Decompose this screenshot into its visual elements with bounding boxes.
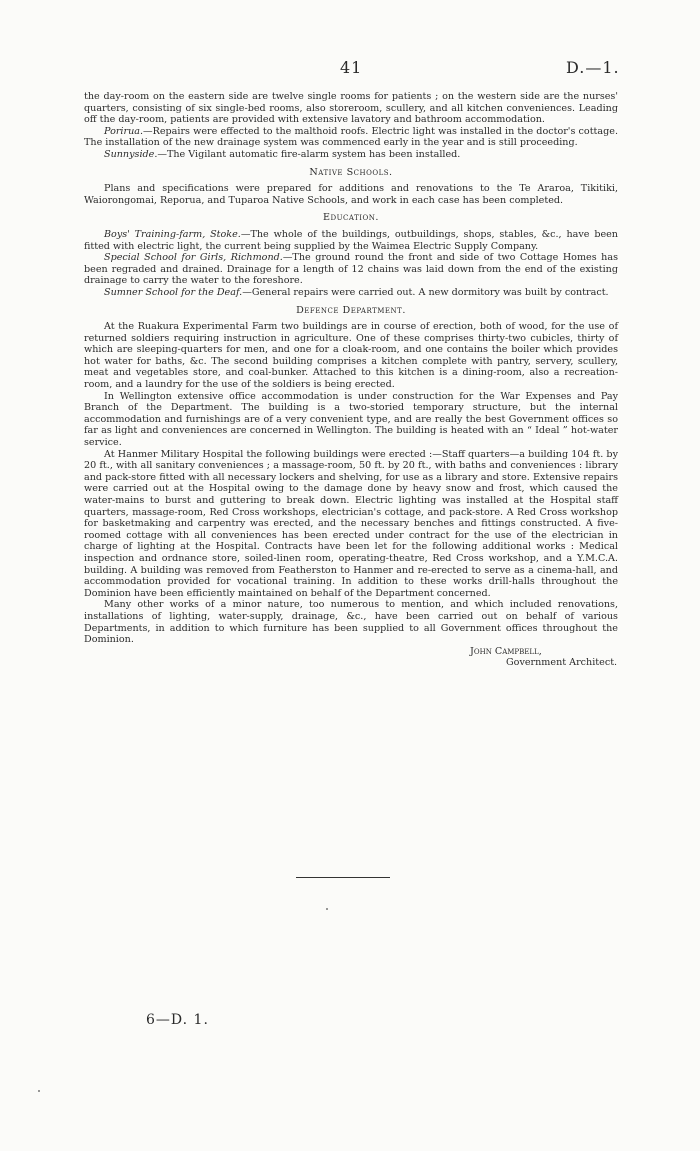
paragraph: At the Ruakura Experimental Farm two buildings are in course of erection, both of wood, for the use of returned soldiers requiring instruction in agriculture. One of these comprises thirty-two cubicles, thirty of which are sleeping-quarters for men, and one for a cloak-room, and one contains the boiler which provides hot water for baths, &c. The second building comprises a kitchen complete with pantry, servery, scullery, meat and vegetables store, and coal-bunker. Attached to this kitchen is a dining-room, also a recreation-room, and a laundry for the use of the soldiers is being erected.: [84, 321, 618, 391]
body-text: [84, 91, 618, 669]
paragraph: Sumner School for the Deaf.—General repairs were carried out. A new dormitory was built by contract.: [104, 286, 609, 298]
paragraph-lead: Porirua.: [104, 125, 144, 137]
print-speck: [326, 908, 328, 910]
page-number: 41: [340, 58, 363, 77]
paragraph: Porirua.—Repairs were effected to the malthoid roofs. Electric light was installed in the doctor's cottage. The installation of the new drainage system was commenced early in the year and is still proceeding.: [84, 125, 618, 149]
document-code: D.—1.: [566, 58, 620, 77]
section-heading: Education.: [323, 212, 379, 224]
signature-name: John Campbell,: [470, 645, 542, 657]
paragraph: At Hanmer Military Hospital the following buildings were erected :—Staff quarters—a building 104 ft. by 20 ft., with all sanitary conveniences ; a massage-room, 50 ft. by 20 ft., with baths and conveniences : library and pack-store fitted with all necessary lockers and shelving, for use as a library and store. Extensive repairs were carried out at the Hospital owing to the damage done by heavy snow and frost, which caused the water-mains to burst and guttering to break down. Electric lighting was installed at the Hospital staff quarters, massage-room, Red Cross workshops, electrician's cottage, and pack-store. A Red Cross workshop for basketmaking and carpentry was erected, and the necessary benches and fittings constructed. A five-roomed cottage with all conveniences has been erected under contract for the use of the electrician in charge of lighting at the Hospital. Contracts have been let for the following additional works : Medical inspection and ordnance store, soiled-linen room, operating-theatre, Red Cross workshop, and a Y.M.C.A. building. A building was removed from Featherston to Hanmer and re-erected to serve as a cinema-hall, and accommodation provided for vocational training. In addition to these works drill-halls throughout the Dominion have been efficiently maintained on behalf of the Department concerned.: [84, 448, 618, 599]
signature-mark: 6—D. 1.: [146, 1012, 209, 1028]
paragraph: Special School for Girls, Richmond.—The ground round the front and side of two Cottage Homes has been regraded and drained. Drainage for a length of 12 chains was laid down from the end of the existing drainage to carry the water to the foreshore.: [84, 252, 619, 287]
signature-block: [84, 646, 618, 669]
paragraph: Many other works of a minor nature, too numerous to mention, and which included renovations, installations of lighting, water-supply, drainage, &c., have been carried out on behalf of various Departments, in addition to which furniture has been supplied to all Government offices throughout the Dominion.: [84, 599, 618, 646]
signature-title: Government Architect.: [506, 657, 618, 669]
paragraph: the day-room on the eastern side are twelve single rooms for patients ; on the western side are the nurses' quarters, consisting of six single-bed rooms, also storeroom, scullery, and all kitchen conveniences. Leading off the day-room, patients are provided with extensive lavatory and bathroom accommodation.: [84, 91, 618, 126]
divider-rule: [296, 877, 390, 878]
paragraph-lead: Sumner School for the Deaf.: [104, 286, 243, 298]
paragraph: Boys' Training-farm, Stoke.—The whole of the buildings, outbuildings, shops, stables, &c., have been fitted with electric light, the current being supplied by the Waimea Electric Supply Company.: [84, 228, 618, 252]
paragraph-lead: Special School for Girls, Richmond.: [104, 252, 283, 264]
paragraph: Plans and specifications were prepared for additions and renovations to the Te Araroa, Tikitiki, Waiorongomai, Reporua, and Tuparoa Native Schools, and work in each case has been completed.: [84, 183, 618, 206]
paragraph-lead: Sunnyside.: [104, 148, 158, 160]
paragraph: Sunnyside.—The Vigilant automatic fire-alarm system has been installed.: [104, 148, 461, 160]
paragraph: In Wellington extensive office accommodation is under construction for the War Expenses and Pay Branch of the Department. The building is a two-storied temporary structure, but the internal accommodation and furnishings are of a very convenient type, and are really the best Government offices so far as light and conveniences are concerned in Wellington. The building is heated with an “ Ideal ” hot-water service.: [84, 390, 618, 449]
section-heading: Defence Department.: [296, 304, 406, 316]
print-speck: [38, 1090, 40, 1092]
section-heading: Native Schools.: [309, 166, 393, 178]
paragraph-lead: Boys' Training-farm, Stoke.: [104, 228, 241, 240]
